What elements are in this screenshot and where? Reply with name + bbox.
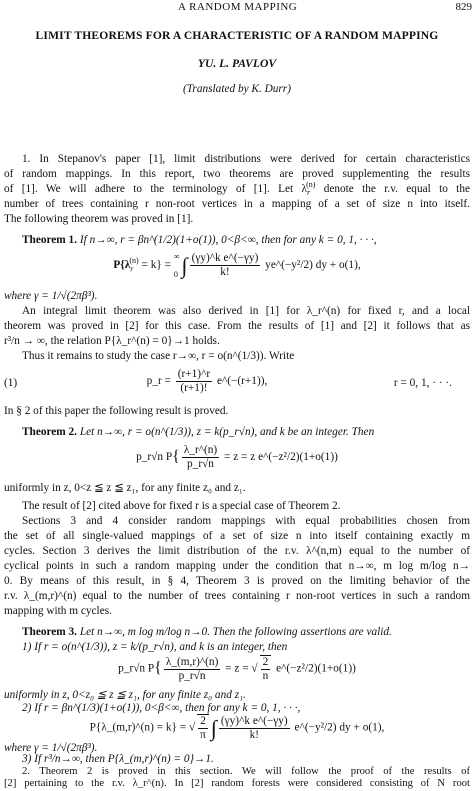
- para4-line7: r.v. λ_(m,r)^(n) equal to the number of trees containing r non-root vertices in such a random: [4, 590, 470, 602]
- theorem2-statement: Theorem 2. Let n→∞, r = o(n^(1/3)), z = k(p_r√n), and k be an integer. Then: [22, 426, 375, 438]
- para5-line1: 2. Theorem 2 is proved in this section. We will follow the proof of the results of: [22, 766, 470, 777]
- para1-line2: of random mappings. In this report, two theorems are proved supplementing the results: [4, 168, 470, 180]
- para2-line1: An integral limit theorem was also derived in [1] for λ_r^(n) for fixed r, and a local: [22, 305, 470, 317]
- translator-credit: (Translated by K. Durr): [183, 83, 291, 95]
- para4-line3: the set of all single-valued mappings of a set of size n into itself containing exactly m: [4, 530, 470, 542]
- running-head: [0, 0, 474, 14]
- theorem3-item2: 2) If r = βn^(1/3)(1+o(1)), 0<β<∞, then for any k = 0, 1, · · ·,: [22, 702, 301, 714]
- theorem3-uniform: uniformly in z, 0<z₀ ≦ z ≦ z₁, for any finite z₀ and z₁.: [4, 689, 246, 701]
- para1-line4: number of trees containing r non-root vertices in a mapping of a set of size n into itself.: [4, 198, 470, 210]
- theorem1-where: where γ = 1/√(2πβ³).: [4, 290, 98, 302]
- para4-line8: mapping with m cycles.: [4, 605, 112, 617]
- theorem2-uniform: uniformly in z, 0<z ≦ z ≦ z₁, for any finite z₀ and z₁.: [4, 482, 246, 494]
- para2-line4: Thus it remains to study the case r→∞, r = o(n^(1/3)). Write: [22, 350, 295, 362]
- theorem3-formula1: p_r√n P{ $\frac{\lambda\_(m,r)\^{}(n)}{p\_r√n}$ = z = √ $\frac{2}{n}$ e^(−z²/2)(1+o(1)): [118, 655, 356, 682]
- equation-1: (1) p_r = $\frac{(r+1)\^{}r}{(r+1)!}$ e^(−(r+1)), r = 0, 1, · · ·.: [4, 368, 452, 394]
- para1-line1: 1. In Stepanov's paper [1], limit distributions were derived for certain characteristics: [22, 153, 470, 165]
- para4-line4: cycles. Section 3 derives the limit distribution of the r.v. λ^(n,m) equal to the number of: [4, 545, 470, 557]
- author: YU. L. PAVLOV: [197, 57, 277, 70]
- para5-line2: [2] pertaining to the r.v. λ_r^(n). In [2] random forests were considered consisting of N root: [4, 778, 470, 789]
- para4-line2: Sections 3 and 4 consider random mappings with equal probabilities chosen from: [22, 515, 470, 527]
- para4-line5: cyclical points in such a random mapping under the condition that n→∞, m log m/log n→: [4, 560, 470, 572]
- theorem3-statement: Theorem 3. Let n→∞, m log m/log n→0. Then the following assertions are valid.: [22, 626, 392, 638]
- equation-number: (1): [4, 377, 18, 389]
- theorem1-formula: $P\{\lambda_r^{(n)} = k\}$ = ∞ 0 ∫ $\frac{\text{(γy)\textasciicircum{}k e\textasciicircum{}(−γy)}}{k!}$ ye^(−y²/2) dy + o(1),: [113, 252, 361, 279]
- para1-line3: of [1]. We will adhere to the terminology of [1]. Let $\lambda_r^{(n)}$ denote the r.v. equal to the: [4, 182, 470, 198]
- para4-line6: 0. By means of this result, in § 4, Theorem 3 is proved on the limiting behavior of the: [4, 575, 470, 587]
- para2-line3: r³/n → ∞, the relation P{λ_r^(n) = 0}→1 holds.: [4, 335, 220, 347]
- paper-title: LIMIT THEOREMS FOR A CHARACTERISTIC OF A RANDOM MAPPING: [35, 29, 439, 42]
- para3: In § 2 of this paper the following result is proved.: [4, 405, 229, 417]
- theorem3-item3: 3) If r³/n→∞, then P{λ_(m,r)^(n) = 0}→1.: [22, 753, 214, 765]
- equation-range: r = 0, 1, · · ·.: [393, 377, 452, 389]
- running-head-title: A RANDOM MAPPING: [178, 1, 298, 13]
- theorem3-item1: 1) If r = o(n^(1/3)), z = k/(p_r√n), and k is an integer, then: [22, 641, 288, 653]
- theorem3-formula2: P{λ_(m,r)^(n) = k} = √ $\frac{2}{\pi}$ ∫ $\frac{\text{(γy)\textasciicircum{}k e\textasciicircum{}(−γy)}}{k!}$ e^(−y²/2) dy + o(1),: [89, 714, 385, 741]
- para2-line2: theorem was proved in [2] for this case. From the results of [1] and [2] it follows that as: [4, 320, 470, 332]
- theorem2-formula: p_r√n P{ $\frac{\lambda\_r\^{}(n)}{p\_r√n}$ = z = z e^(−z²/2)(1+o(1)): [136, 444, 338, 470]
- para1-line5: The following theorem was proved in [1].: [4, 213, 194, 225]
- page-number: 829: [455, 1, 472, 13]
- para4-line1: The result of [2] cited above for fixed r is a special case of Theorem 2.: [22, 500, 341, 512]
- theorem1-statement: Theorem 1. If n→∞, r = βn^(1/2)(1+o(1)), 0<β<∞, then for any k = 0, 1, · · ·,: [22, 234, 377, 246]
- theorem3-where: where γ = 1/√(2πβ³).: [4, 742, 98, 754]
